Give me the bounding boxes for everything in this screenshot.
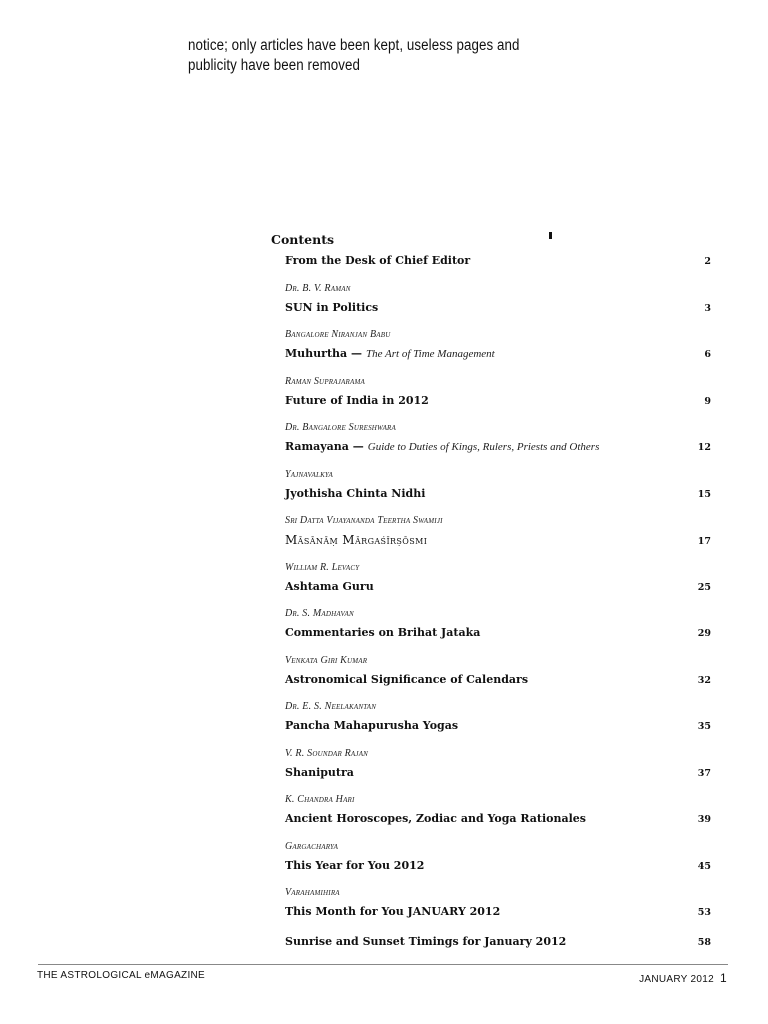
article-subtitle: Guide to Duties of Kings, Rulers, Priests and Others bbox=[367, 441, 600, 453]
article-title[interactable]: Commentaries on Brihat Jataka bbox=[285, 626, 481, 639]
page-number: 6 bbox=[704, 349, 711, 360]
article-author: K. Chandra Hari bbox=[285, 794, 355, 805]
article-title[interactable]: This Month for You JANUARY 2012 bbox=[285, 905, 501, 918]
toc-title-row bbox=[285, 715, 711, 745]
page-number: 12 bbox=[697, 442, 711, 453]
article-subtitle: The Art of Time Management bbox=[366, 348, 495, 360]
article-author: Bangalore Niranjan Babu bbox=[285, 329, 391, 340]
article-author: Dr. S. Madhavan bbox=[285, 608, 354, 619]
article-title[interactable]: Ancient Horoscopes, Zodiac and Yoga Rationales bbox=[285, 812, 586, 825]
article-author: Venkata Giri Kumar bbox=[285, 654, 368, 666]
article-title[interactable]: Sunrise and Sunset Timings for January 2012 bbox=[285, 934, 567, 948]
toc-entry-editor-desk[interactable] bbox=[285, 250, 711, 280]
article-title[interactable]: Ashtama Guru bbox=[285, 579, 374, 593]
toc-title-row bbox=[285, 529, 711, 559]
toc-entry-sun-in-politics[interactable] bbox=[285, 280, 711, 327]
page-number: 25 bbox=[697, 581, 711, 593]
page-number: 2 bbox=[704, 256, 711, 267]
toc-entry-masanam[interactable] bbox=[285, 512, 711, 559]
article-author: Dr. E. S. Neelakantan bbox=[285, 701, 377, 712]
article-author: V. R. Soundar Rajan bbox=[285, 747, 369, 759]
toc-entry-ashtama-guru[interactable] bbox=[285, 559, 711, 606]
page-number: 32 bbox=[697, 674, 711, 686]
issue-footer bbox=[639, 971, 727, 985]
page-marker bbox=[549, 232, 552, 239]
toc-entry-jyothisha[interactable] bbox=[285, 466, 711, 513]
article-author: Dr. Bangalore Sureshwara bbox=[285, 422, 397, 433]
toc-entry-year-forecast[interactable] bbox=[285, 838, 711, 885]
footer-divider bbox=[38, 964, 728, 965]
removal-notice: notice; only articles have been kept, useless pages and publicity have been removed bbox=[188, 37, 520, 74]
article-title[interactable]: Muhurtha — bbox=[285, 347, 362, 360]
page-number: 9 bbox=[704, 395, 711, 407]
magazine-name: THE ASTROLOGICAL eMAGAZINE bbox=[37, 970, 206, 981]
article-author: Dr. B. V. Raman bbox=[285, 282, 351, 294]
toc-entry-brihat-jataka[interactable] bbox=[285, 605, 711, 652]
toc-title-row bbox=[285, 762, 711, 792]
page-number: 53 bbox=[697, 907, 711, 918]
toc-entry-month-forecast[interactable] bbox=[285, 884, 711, 931]
toc-title-row bbox=[285, 250, 711, 280]
article-title[interactable]: From the Desk of Chief Editor bbox=[285, 254, 471, 267]
table-of-contents bbox=[285, 250, 711, 960]
toc-title-row bbox=[285, 436, 711, 466]
article-author: William R. Levacy bbox=[285, 561, 360, 573]
page-number: 45 bbox=[697, 860, 711, 872]
article-title[interactable]: SUN in Politics bbox=[285, 300, 379, 314]
article-title[interactable]: Shaniputra bbox=[285, 765, 354, 779]
page-number: 58 bbox=[697, 936, 711, 948]
article-title[interactable]: Astronomical Significance of Calendars bbox=[285, 672, 529, 686]
toc-title-row bbox=[285, 390, 711, 420]
footer-page-number: 1 bbox=[720, 971, 727, 985]
page-number: 15 bbox=[697, 488, 711, 500]
page-number: 3 bbox=[704, 302, 711, 314]
article-title[interactable]: This Year for You 2012 bbox=[285, 858, 425, 872]
article-author: Yajnavalkya bbox=[285, 468, 334, 480]
article-title[interactable]: Pancha Mahapurusha Yogas bbox=[285, 719, 459, 732]
article-author: Sri Datta Vijayananda Teertha Swamiji bbox=[285, 515, 443, 526]
toc-entry-pancha-mahapurusha[interactable] bbox=[285, 698, 711, 745]
toc-entry-ramayana[interactable] bbox=[285, 419, 711, 466]
toc-title-row bbox=[285, 622, 711, 652]
toc-title-row bbox=[285, 483, 711, 513]
toc-entry-future-of-india[interactable] bbox=[285, 373, 711, 420]
article-author: Varahamihira bbox=[285, 887, 340, 898]
article-title[interactable]: Māsānāṃ Mārgaśīrṣōsmi bbox=[285, 533, 428, 547]
page-number: 17 bbox=[697, 536, 711, 547]
toc-title-row bbox=[285, 855, 711, 885]
toc-title-row bbox=[285, 576, 711, 606]
toc-entry-calendars[interactable] bbox=[285, 652, 711, 699]
toc-title-row bbox=[285, 343, 711, 373]
article-title[interactable]: Ramayana — bbox=[285, 440, 364, 453]
page-number: 37 bbox=[697, 767, 711, 779]
article-title[interactable]: Future of India in 2012 bbox=[285, 393, 429, 407]
toc-title-row bbox=[285, 931, 711, 961]
issue-date: JANUARY 2012 bbox=[639, 974, 715, 985]
toc-title-row bbox=[285, 297, 711, 327]
article-title[interactable]: Jyothisha Chinta Nidhi bbox=[285, 486, 426, 500]
article-author: Gargacharya bbox=[285, 840, 339, 852]
toc-entry-ancient-horoscopes[interactable] bbox=[285, 791, 711, 838]
toc-entry-shaniputra[interactable] bbox=[285, 745, 711, 792]
toc-entry-muhurtha[interactable] bbox=[285, 326, 711, 373]
toc-title-row bbox=[285, 808, 711, 838]
page-number: 39 bbox=[697, 814, 711, 825]
page-number: 35 bbox=[697, 721, 711, 732]
page-number: 29 bbox=[697, 628, 711, 639]
article-author: Raman Suprajarama bbox=[285, 375, 365, 387]
toc-title-row bbox=[285, 901, 711, 931]
toc-title-row bbox=[285, 669, 711, 699]
toc-entry-sunrise-sunset[interactable] bbox=[285, 931, 711, 961]
contents-heading: Contents bbox=[271, 232, 335, 247]
